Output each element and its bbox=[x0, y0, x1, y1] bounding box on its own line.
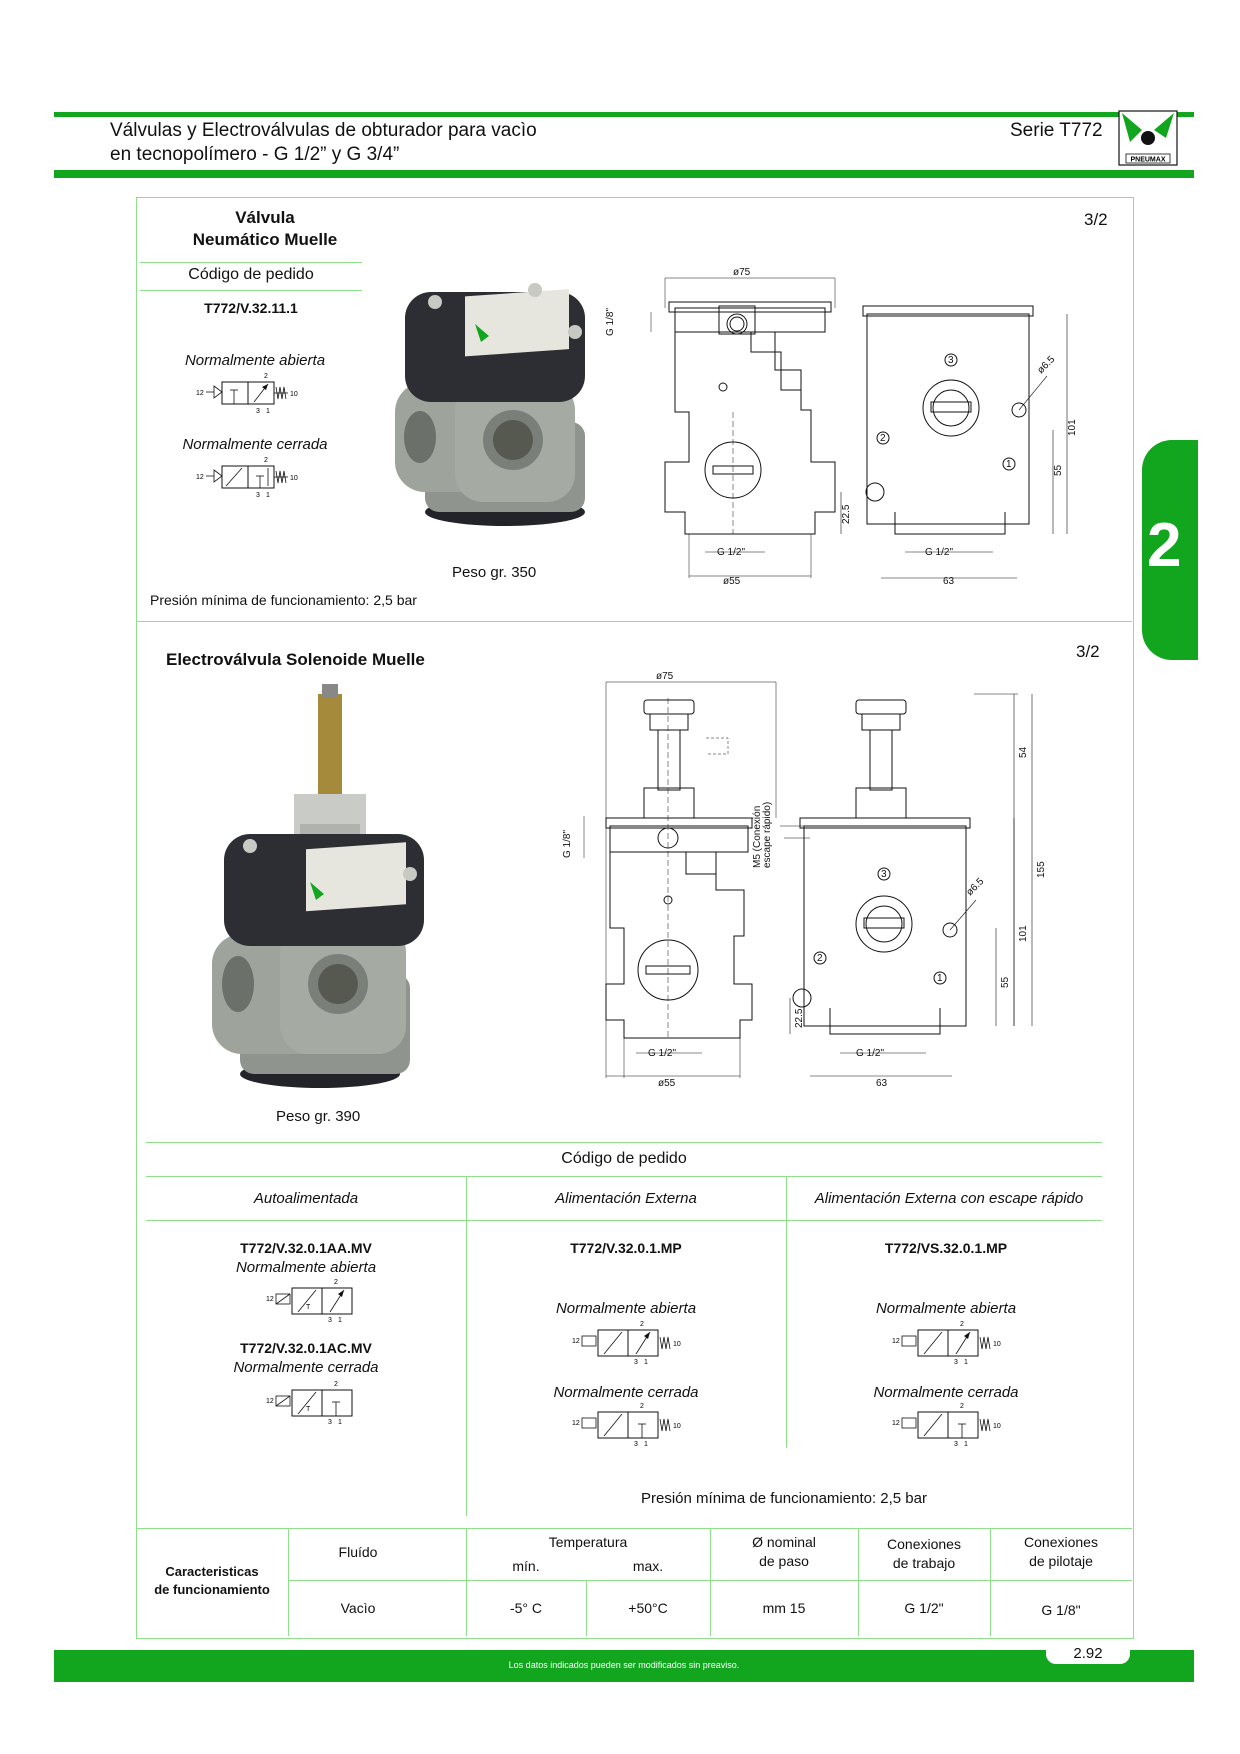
footer-note: Los datos indicados pueden ser modificados sin preaviso. bbox=[508, 1660, 740, 1670]
page-number: 2.92 bbox=[1073, 1645, 1103, 1662]
char-row-label-1: Caracteristicas bbox=[165, 1564, 259, 1579]
col1-label1: Normalmente abierta bbox=[235, 1259, 377, 1276]
value-min: -5° C bbox=[509, 1600, 543, 1616]
symbol-port-label: 2 bbox=[960, 1321, 964, 1328]
dim-label: G 1/8" bbox=[605, 307, 616, 336]
value-nominal: mm 15 bbox=[762, 1600, 806, 1616]
technical-drawing-pneumatic bbox=[605, 262, 1125, 592]
header-pilot-2: de pilotaje bbox=[1029, 1553, 1093, 1569]
col2-header: Alimentación Externa bbox=[555, 1190, 697, 1207]
header-pilot-1: Conexiones bbox=[1024, 1534, 1098, 1550]
value-fluid: Vacìo bbox=[340, 1600, 376, 1616]
header-bottom-line bbox=[54, 170, 1194, 178]
col3-code: T772/VS.32.0.1.MP bbox=[884, 1240, 1008, 1256]
divider bbox=[146, 1176, 1102, 1177]
dim-label: ø6.5 bbox=[964, 876, 987, 899]
symbol-port-label: 1 bbox=[266, 492, 270, 499]
col1-header: Autoalimentada bbox=[253, 1190, 359, 1207]
symbol-port-label: 2 bbox=[334, 1279, 338, 1286]
product-photo-solenoid bbox=[210, 684, 440, 1094]
dim-label: G 1/2" bbox=[717, 547, 746, 558]
divider bbox=[146, 1142, 1102, 1143]
divider bbox=[140, 290, 362, 291]
valve-symbol-na bbox=[196, 368, 306, 421]
section2-weight: Peso gr. 390 bbox=[276, 1108, 361, 1125]
symbol-port-label: 1 bbox=[644, 1359, 648, 1366]
symbol-port-label: 3 bbox=[954, 1359, 958, 1366]
value-max: +50°C bbox=[628, 1600, 668, 1616]
section2-title: Electroválvula Solenoide Muelle bbox=[166, 650, 425, 669]
symbol-port-label: 3 bbox=[634, 1441, 638, 1448]
header-work-2: de trabajo bbox=[892, 1555, 956, 1571]
port-number: 1 bbox=[1006, 459, 1012, 470]
col3-na-label: Normalmente abierta bbox=[875, 1300, 1017, 1317]
symbol-port-label: 10 bbox=[290, 475, 298, 482]
section2-min-pressure: Presión mínima de funcionamiento: 2,5 bar bbox=[641, 1490, 927, 1507]
symbol-port-label: 2 bbox=[264, 457, 268, 464]
col3-header: Alimentación Externa con escape rápido bbox=[814, 1190, 1084, 1207]
symbol-port-label: 12 bbox=[196, 474, 204, 481]
symbol-port-label: 2 bbox=[264, 373, 268, 380]
valve-symbol-solenoid-na bbox=[264, 1276, 364, 1329]
valve-symbol-nc bbox=[196, 452, 306, 505]
symbol-port-label: 3 bbox=[954, 1441, 958, 1448]
col2-nc-label: Normalmente cerrada bbox=[553, 1384, 699, 1401]
symbol-port-label: 12 bbox=[266, 1296, 274, 1303]
section-divider bbox=[136, 621, 1132, 622]
valve-symbol-quick-exhaust-nc bbox=[890, 1400, 1008, 1453]
symbol-port-label: 3 bbox=[328, 1317, 332, 1324]
section1-na-label: Normalmente abierta bbox=[184, 352, 326, 369]
symbol-port-label: 2 bbox=[334, 1381, 338, 1388]
symbol-port-label: 12 bbox=[196, 390, 204, 397]
section1-order-code: T772/V.32.11.1 bbox=[204, 300, 298, 316]
logo-text: PNEUMAX bbox=[1130, 156, 1166, 164]
header-top-line bbox=[54, 112, 1194, 117]
dim-label: G 1/2" bbox=[648, 1048, 677, 1059]
symbol-port-label: 10 bbox=[993, 1341, 1001, 1348]
col1-code1: T772/V.32.0.1AA.MV bbox=[240, 1240, 372, 1256]
section1-order-label: Código de pedido bbox=[188, 266, 314, 283]
valve-symbol-external-na bbox=[570, 1318, 688, 1371]
dim-label: M5 (Conexión bbox=[752, 805, 763, 868]
dim-label: 63 bbox=[943, 576, 955, 587]
header-title-line1: Válvulas y Electroválvulas de obturador para vacìo bbox=[110, 120, 537, 141]
dim-label: 155 bbox=[1036, 861, 1047, 878]
dim-label: ø75 bbox=[656, 671, 674, 682]
port-number: 3 bbox=[881, 869, 887, 880]
symbol-port-label: 12 bbox=[572, 1338, 580, 1345]
dim-label: 22.5 bbox=[794, 1008, 805, 1028]
section1-weight: Peso gr. 350 bbox=[452, 564, 537, 581]
symbol-port-label: 2 bbox=[960, 1403, 964, 1410]
symbol-port-label: T bbox=[306, 1406, 311, 1413]
header-fluid: Fluído bbox=[338, 1544, 378, 1560]
valve-symbol-solenoid-nc bbox=[264, 1378, 364, 1431]
symbol-port-label: 1 bbox=[338, 1419, 342, 1426]
symbol-port-label: 12 bbox=[892, 1420, 900, 1427]
col1-code2: T772/V.32.0.1AC.MV bbox=[240, 1340, 372, 1356]
section2-ways: 3/2 bbox=[1076, 642, 1100, 661]
dim-label: 55 bbox=[1000, 976, 1011, 988]
header-title-line2: en tecnopolímero - G 1/2” y G 3/4” bbox=[110, 144, 400, 165]
col1-label2: Normalmente cerrada bbox=[233, 1359, 379, 1376]
dim-label: G 1/8" bbox=[562, 829, 573, 858]
valve-symbol-quick-exhaust-na bbox=[890, 1318, 1008, 1371]
chapter-number: 2 bbox=[1147, 511, 1182, 580]
divider bbox=[146, 1220, 1102, 1221]
dim-label: ø6.5 bbox=[1035, 354, 1058, 377]
dim-label: 54 bbox=[1018, 746, 1029, 758]
divider bbox=[140, 262, 362, 263]
symbol-port-label: 2 bbox=[640, 1321, 644, 1328]
header-work-1: Conexiones bbox=[887, 1536, 961, 1552]
symbol-port-label: 10 bbox=[290, 391, 298, 398]
symbol-port-label: 12 bbox=[892, 1338, 900, 1345]
value-pilot: G 1/8" bbox=[1041, 1602, 1081, 1618]
header-temperature: Temperatura bbox=[548, 1534, 628, 1550]
section1-title-line1: Válvula bbox=[235, 208, 295, 227]
value-work: G 1/2" bbox=[904, 1600, 944, 1616]
product-photo-pneumatic bbox=[385, 272, 595, 532]
symbol-port-label: 1 bbox=[964, 1441, 968, 1448]
symbol-port-label: 1 bbox=[644, 1441, 648, 1448]
header-nominal-2: de paso bbox=[759, 1553, 809, 1569]
symbol-port-label: 10 bbox=[673, 1341, 681, 1348]
symbol-port-label: 3 bbox=[256, 408, 260, 415]
port-number: 3 bbox=[948, 355, 954, 366]
char-row-label-2: de funcionamiento bbox=[154, 1582, 270, 1597]
section1-min-pressure: Presión mínima de funcionamiento: 2,5 bar bbox=[150, 592, 417, 608]
dim-label: 22.5 bbox=[841, 504, 852, 524]
header-nominal-1: Ø nominal bbox=[752, 1534, 816, 1550]
series-label: Serie T772 bbox=[1010, 120, 1103, 141]
port-number: 2 bbox=[817, 953, 823, 964]
dim-label: ø55 bbox=[723, 576, 741, 587]
port-number: 2 bbox=[880, 433, 886, 444]
pneumax-logo bbox=[1118, 110, 1178, 166]
dim-label: 101 bbox=[1067, 419, 1078, 436]
symbol-port-label: 10 bbox=[993, 1423, 1001, 1430]
dim-label: ø55 bbox=[658, 1078, 676, 1088]
dim-label: ø75 bbox=[733, 267, 751, 278]
port-number: 1 bbox=[937, 973, 943, 984]
valve-symbol-external-nc bbox=[570, 1400, 688, 1453]
table-row-line bbox=[288, 1580, 1132, 1581]
section1-ways: 3/2 bbox=[1084, 210, 1108, 229]
technical-drawing-solenoid bbox=[540, 668, 1060, 1088]
col2-code: T772/V.32.0.1.MP bbox=[570, 1240, 682, 1256]
symbol-port-label: 12 bbox=[266, 1398, 274, 1405]
symbol-port-label: 3 bbox=[634, 1359, 638, 1366]
dim-label: G 1/2" bbox=[925, 547, 954, 558]
section1-nc-label: Normalmente cerrada bbox=[182, 436, 328, 453]
symbol-port-label: 1 bbox=[266, 408, 270, 415]
dim-label: G 1/2" bbox=[856, 1048, 885, 1059]
symbol-port-label: 12 bbox=[572, 1420, 580, 1427]
section2-order-label: Código de pedido bbox=[561, 1150, 687, 1167]
dim-label: 55 bbox=[1053, 464, 1064, 476]
symbol-port-label: 1 bbox=[964, 1359, 968, 1366]
col2-na-label: Normalmente abierta bbox=[555, 1300, 697, 1317]
dim-label: 101 bbox=[1018, 925, 1029, 942]
symbol-port-label: 10 bbox=[673, 1423, 681, 1430]
symbol-port-label: T bbox=[306, 1304, 311, 1311]
dim-label: 63 bbox=[876, 1078, 888, 1088]
column-divider bbox=[466, 1176, 467, 1516]
section1-title-line2: Neumático Muelle bbox=[192, 230, 338, 249]
header-max: max. bbox=[632, 1558, 664, 1574]
symbol-port-label: 1 bbox=[338, 1317, 342, 1324]
symbol-port-label: 3 bbox=[256, 492, 260, 499]
col3-nc-label: Normalmente cerrada bbox=[873, 1384, 1019, 1401]
header-min: mín. bbox=[512, 1558, 540, 1574]
symbol-port-label: 3 bbox=[328, 1419, 332, 1426]
dim-label: escape rápido) bbox=[762, 801, 773, 868]
symbol-port-label: 2 bbox=[640, 1403, 644, 1410]
